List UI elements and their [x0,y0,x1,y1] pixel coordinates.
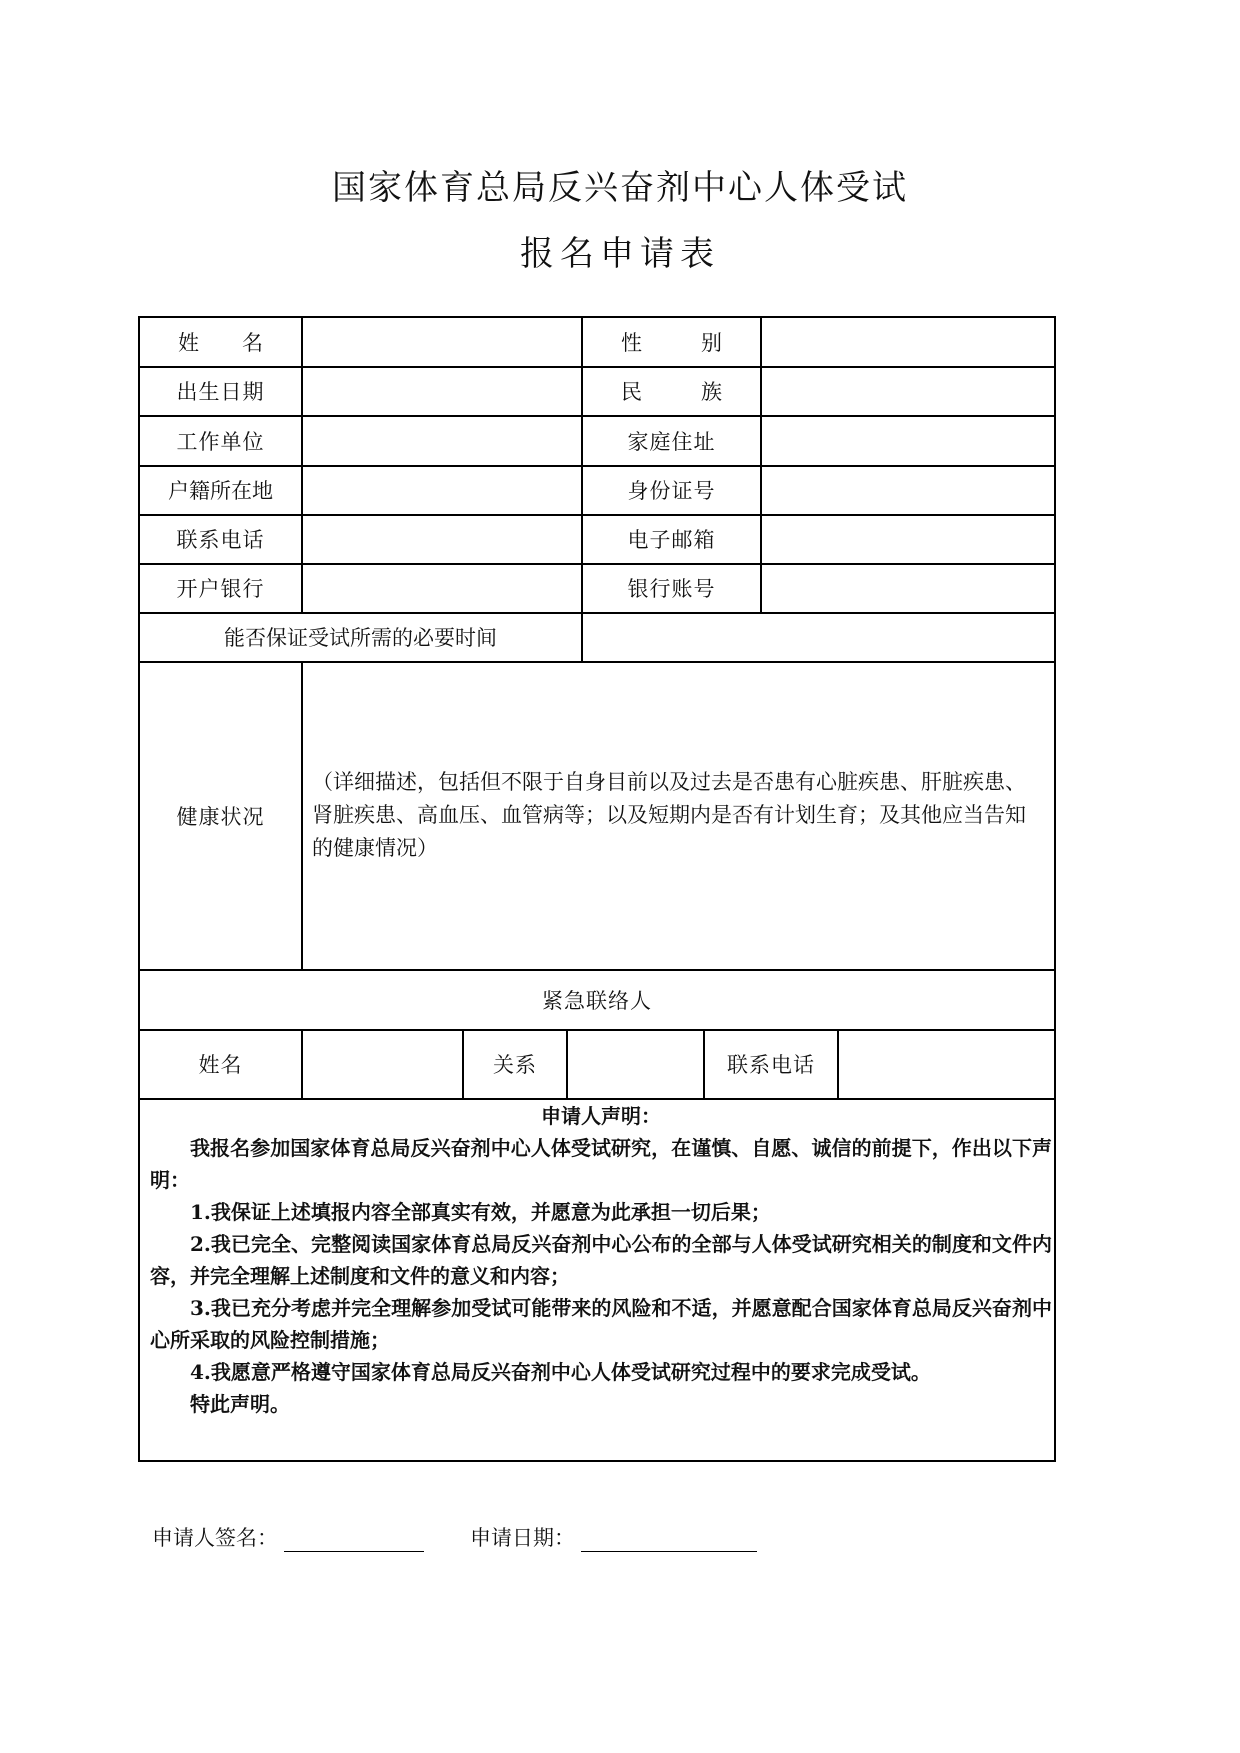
declaration-intro: 我报名参加国家体育总局反兴奋剂中心人体受试研究，在谨慎、自愿、诚信的前提下，作出以下声明： [150,1136,1052,1192]
bank-account-label: 银行账号 [627,577,716,601]
health-instructions: （详细描述，包括但不限于自身目前以及过去是否患有心脏疾患、肝脏疾患、 肾脏疾患、高血压、血管病等；以及短期内是否有计划生育；及其他应当告知 的健康情况） [312,770,1026,860]
emergency-relation-field[interactable] [568,1030,703,1098]
declaration-closing: 特此声明。 [190,1392,290,1416]
name-label: 姓 名 [178,331,263,355]
home-address-label: 家庭住址 [627,429,716,454]
birth-date-field[interactable] [303,367,581,415]
applicant-declaration [140,1100,1054,1420]
id-number-label: 身份证号 [627,479,716,503]
applicant-signature-field[interactable] [284,1527,424,1552]
emergency-phone-label: 联系电话 [727,1053,815,1077]
declaration-item: 2.我已完全、完整阅读国家体育总局反兴奋剂中心公布的全部与人体受试研究相关的制度和文件内容，并完全理解上述制度和文件的意义和内容； [150,1232,1052,1288]
health-label: 健康状况 [176,804,265,829]
declaration-title: 申请人声明： [541,1104,661,1128]
id-number-field[interactable] [762,466,1054,514]
time-guarantee-label: 能否保证受试所需的必要时间 [224,626,497,650]
phone-field[interactable] [303,515,581,563]
home-address-field[interactable] [762,416,1054,465]
birth-date-label: 出生日期 [176,380,265,404]
gender-field[interactable] [762,318,1054,366]
bank-account-field[interactable] [762,564,1054,612]
emergency-phone-field[interactable] [839,1030,1054,1098]
gender-label: 性 别 [621,331,722,355]
declaration-item: 4.我愿意严格遵守国家体育总局反兴奋剂中心人体受试研究过程中的要求完成受试。 [190,1360,931,1384]
application-form-table [138,316,1056,1462]
bank-label: 开户银行 [176,577,265,601]
page-title: 国家体育总局反兴奋剂中心人体受试 [332,168,908,208]
email-label: 电子邮箱 [627,528,716,552]
emergency-name-field[interactable] [303,1030,462,1098]
application-date-label: 申请日期： [470,1526,575,1550]
work-unit-label: 工作单位 [176,429,265,454]
declaration-item: 1.我保证上述填报内容全部真实有效，并愿意为此承担一切后果； [190,1200,771,1224]
applicant-signature-label: 申请人签名： [152,1526,278,1550]
email-field[interactable] [762,515,1054,563]
time-guarantee-field[interactable] [583,613,1054,661]
emergency-name-label: 姓名 [198,1053,243,1077]
name-field[interactable] [303,318,581,366]
emergency-contact-header: 紧急联络人 [542,988,652,1013]
emergency-relation-label: 关系 [493,1053,537,1077]
signature-area [152,1522,757,1552]
ethnicity-label: 民 族 [621,380,722,404]
declaration-item: 3.我已充分考虑并完全理解参加受试可能带来的风险和不适，并愿意配合国家体育总局反兴奋剂中心所采取的风险控制措施； [150,1296,1052,1352]
application-date-field[interactable] [581,1527,757,1552]
page-subtitle: 报名申请表 [520,234,720,274]
phone-label: 联系电话 [176,528,265,552]
bank-field[interactable] [303,564,581,612]
household-registration-label: 户籍所在地 [168,479,273,503]
ethnicity-field[interactable] [762,367,1054,415]
work-unit-field[interactable] [303,416,581,465]
household-registration-field[interactable] [303,466,581,514]
